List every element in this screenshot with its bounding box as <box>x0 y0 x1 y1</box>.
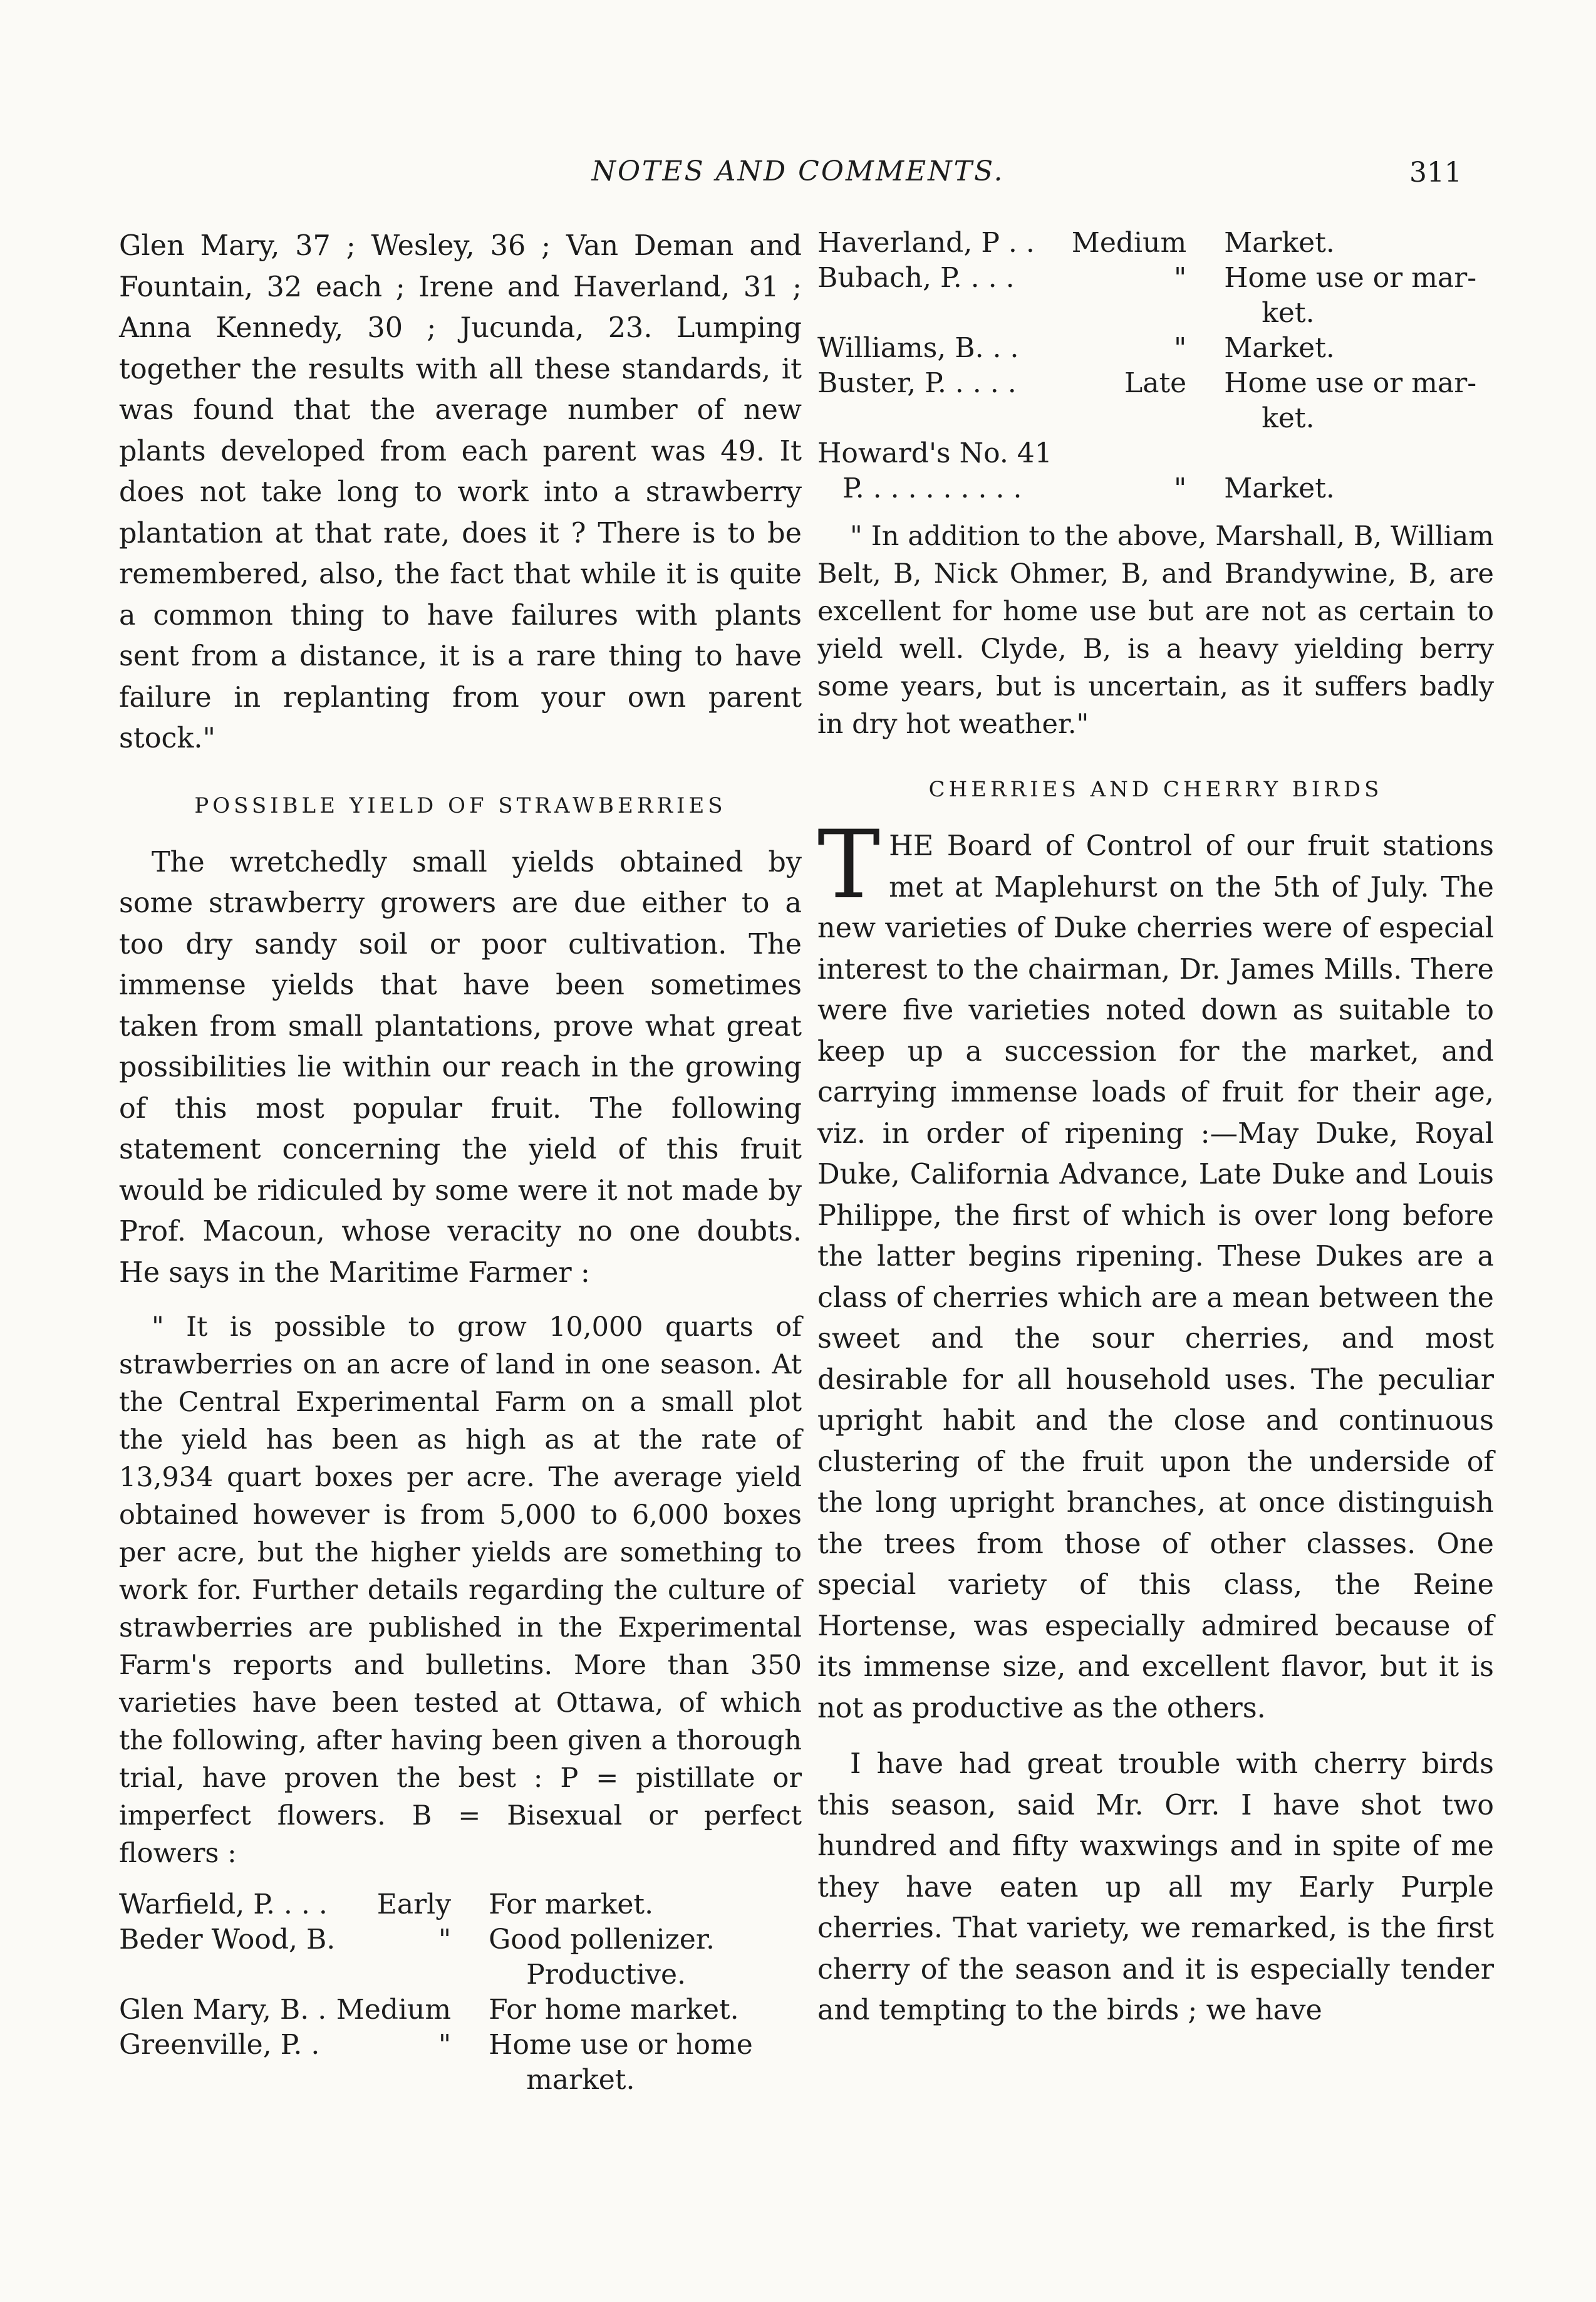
table-row <box>119 1992 802 2028</box>
variety-use-line: Good pollenizer. <box>489 1924 715 1956</box>
variety-season: " <box>438 2029 452 2061</box>
variety-use <box>474 1922 802 1992</box>
running-title: NOTES AND COMMENTS. <box>591 155 1005 187</box>
paragraph-continued: Glen Mary, 37 ; Wesley, 36 ; Van Deman and Fountain, 32 each ; Irene and Haverland, 31 ; Anna Kennedy, 30 ; Jucunda, 23. Lumping together the results with all these standards, it was found that the average number of new plants developed from each parent was 49. It does not take long to work into a strawberry plantation at that rate, does it ? There is to be remembered, also, the fact that while it is quite a common thing to have failures with plants sent from a distance, it is a rare thing to have failure in replanting from your own parent stock." <box>119 230 802 754</box>
variety-use-cont: Productive. <box>526 1959 687 1991</box>
variety-name: Beder Wood, B. <box>119 1924 336 1956</box>
variety-table-left <box>119 1887 802 2098</box>
variety-use-line: Home use or mar- <box>1224 367 1477 399</box>
table-row <box>817 331 1494 366</box>
variety-use-cont: ket. <box>1262 297 1315 329</box>
left-column <box>119 226 802 2109</box>
variety-use-line: Home use or home <box>489 2029 753 2061</box>
paragraph-cherry-birds: I have had great trouble with cherry birds this season, said Mr. Orr. I have shot two hundred and fifty waxwings and in spite of me they have eaten up all my Early Purple cherries. That variety, we remarked, is the first cherry of the season and it is especially tender and tempting to the birds ; we have <box>817 1748 1494 2026</box>
variety-use <box>1209 366 1494 436</box>
table-row <box>817 471 1494 506</box>
variety-season: " <box>1173 332 1187 364</box>
variety-use <box>1209 261 1494 331</box>
section-heading-strawberries: POSSIBLE YIELD OF STRAWBERRIES <box>194 793 727 818</box>
table-row <box>817 261 1494 331</box>
section-heading-cherries: CHERRIES AND CHERRY BIRDS <box>928 777 1383 802</box>
variety-name: Greenville, P. . <box>119 2029 320 2061</box>
variety-use-line: Market. <box>1224 227 1335 259</box>
variety-use-line: For home market. <box>489 1994 739 2026</box>
paragraph-cherries-text: HE Board of Control of our fruit stations met at Maplehurst on the 5th of July. The new varieties of Duke cherries were of especial interest to the chairman, Dr. James Mills. There were five varieties noted down as suitable to keep up a succession for the market, and carrying immense loads of fruit for their age, viz. in order of ripening :—May Duke, Royal Duke, California Advance, Late Duke and Louis Philippe, the first of which is over long before the latter begins ripening. These Dukes are a class of cherries which are a mean between the sweet and the sour cherries, and most desirable for all household uses. The peculiar upright habit and the close and continuous clustering of the fruit upon the underside of the long upright branches, at once distinguish the trees from those of other classes. One special variety of this class, the Reine Hortense, was especially admired because of its immense size, and excellent flavor, but it is not as productive as the others. <box>817 830 1494 1724</box>
variety-season: Medium <box>1071 227 1187 259</box>
variety-season: Medium <box>336 1994 452 2026</box>
paragraph-cherries <box>817 811 1494 1729</box>
variety-name: Bubach, P. . . . <box>817 262 1015 294</box>
variety-name: Glen Mary, B. . <box>119 1994 327 2026</box>
drop-cap: T <box>817 811 881 920</box>
variety-use <box>474 1992 802 2028</box>
variety-use <box>1209 331 1494 366</box>
table-row <box>817 226 1494 261</box>
variety-use-cont: market. <box>526 2064 635 2096</box>
variety-name: Williams, B. . . <box>817 332 1019 364</box>
table-row <box>817 436 1494 471</box>
table-row <box>817 366 1494 436</box>
right-column <box>817 226 1494 2046</box>
variety-use-line: Home use or mar- <box>1224 262 1477 294</box>
variety-use <box>1209 471 1494 506</box>
quote-macoun: " It is possible to grow 10,000 quarts of strawberries on an acre of land in one season. At the Central Experimental Farm on a small plot the yield has been as high as at the rate of 13,934 quart boxes per acre. The average yield obtained however is from 5,000 to 6,000 boxes per acre, but the higher yields are something to work for. Further details regarding the culture of strawberries are published in the Experimental Farm's reports and bulletins. More than 350 varieties have been tested at Ottawa, of which the following, after having been given a thorough trial, have proven the best : P = pistillate or imperfect flowers. B = Bisexual or perfect flowers : <box>119 1311 802 1869</box>
variety-use-line: Market. <box>1224 332 1335 364</box>
variety-use <box>1209 436 1494 471</box>
variety-use-line: For market. <box>489 1888 654 1920</box>
variety-season <box>1072 436 1209 471</box>
table-row <box>119 1922 802 1992</box>
variety-season: " <box>1173 262 1187 294</box>
quote-conclusion: " In addition to the above, Marshall, B, William Belt, B, Nick Ohmer, B, and Brandywine, B, are excellent for home use but are not as certain to yield well. Clyde, B, is a heavy yielding berry some years, but is uncertain, as it suffers badly in dry hot weather." <box>817 521 1494 740</box>
variety-season: " <box>438 1924 452 1956</box>
variety-season: Late <box>1124 367 1187 399</box>
variety-name: Buster, P. . . . . <box>817 367 1017 399</box>
variety-season: " <box>1173 472 1187 504</box>
variety-use-cont: ket. <box>1262 402 1315 434</box>
variety-use <box>1209 226 1494 261</box>
table-row <box>119 1887 802 1922</box>
variety-table-right <box>817 226 1494 506</box>
variety-name: Haverland, P . . <box>817 227 1035 259</box>
table-row <box>119 2028 802 2098</box>
variety-use <box>474 2028 802 2098</box>
variety-season: Early <box>376 1888 452 1920</box>
paragraph-yield: The wretchedly small yields obtained by some strawberry growers are due either to a too dry sandy soil or poor cultivation. The immense yields that have been sometimes taken from small plantations, prove what great possibilities lie within our reach in the growing of this most popular fruit. The following statement concerning the yield of this fruit would be ridiculed by some were it not made by Prof. Macoun, whose veracity no one doubts. He says in the Maritime Farmer : <box>119 846 802 1289</box>
variety-use-line: Market. <box>1224 472 1335 504</box>
variety-name: Warfield, P. . . . <box>119 1888 328 1920</box>
variety-use <box>474 1887 802 1922</box>
variety-name: P. . . . . . . . . . <box>842 472 1022 504</box>
page-number: 311 <box>1409 157 1462 189</box>
variety-name: Howard's No. 41 <box>817 437 1052 469</box>
